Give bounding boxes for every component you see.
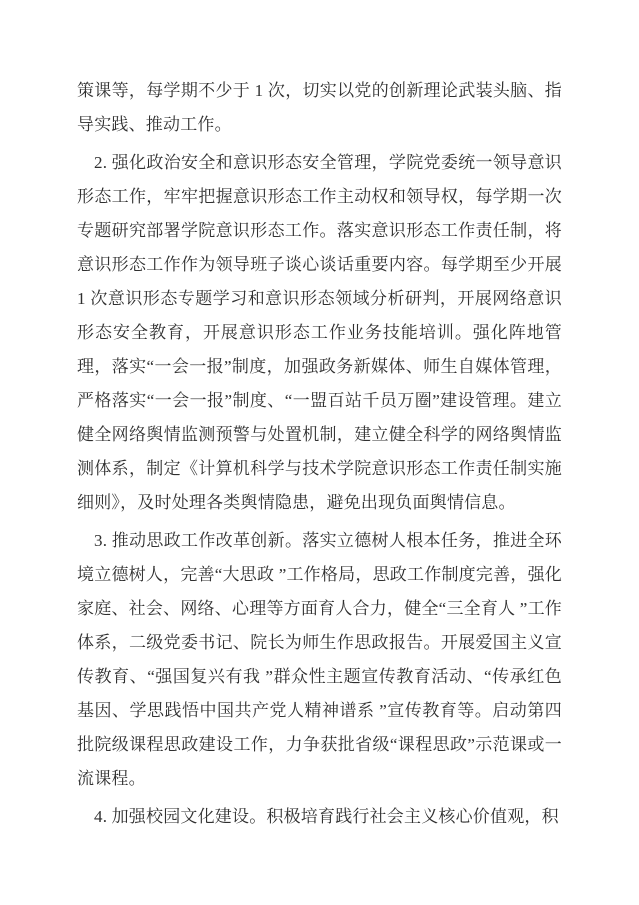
paragraph-item-2: 2. 强化政治安全和意识形态安全管理，学院党委统一领导意识形态工作，牢牢把握意识形态工作主动权和领导权，每学期一次专题研究部署学院意识形态工作。落实意识形态工作责任制，将意识形态工作作为领导班子谈心谈话重要内容。每学期至少开展 1 次意识形态专题学习和意识形态领域分析研判，开展网络意识形态安全教育，开展意识形态工作业务技能培训。强化阵地管理，落实“一会一报”制度，加强政务新媒体、师生自媒体管理，严格落实“一会一报”制度、“一盟百站千员万圈”建设管理。建立健全网络舆情监测预警与处置机制，建立健全科学的网络舆情监测体系，制定《计算机科学与技术学院意识形态工作责任制实施细则》，及时处理各类舆情隐患，避免出现负面舆情信息。 (77, 153, 562, 512)
paragraph-continuation: 策课等，每学期不少于 1 次，切实以党的创新理论武装头脑、指导实践、推动工作。 (77, 81, 562, 134)
paragraph-item-3: 3. 推动思政工作改革创新。落实立德树人根本任务，推进全环境立德树人，完善“大思政 ”工作格局，思政工作制度完善，强化家庭、社会、网络、心理等方面育人合力，健全“三全育人 ”工作体系，二级党委书记、院长为师生作思政报告。开展爱国主义宣传教育、“强国复兴有我 ”群众性主题宣传教育活动、“传承红色基因、学思践悟中国共产党人精神谱系 ”宣传教育等。启动第四批院级课程思政建设工作，力争获批省级“课程思政”示范课或一流课程。 (77, 531, 562, 788)
paragraph-item-4: 4. 加强校园文化建设。积极培育践行社会主义核心价值观，积 (94, 807, 559, 826)
